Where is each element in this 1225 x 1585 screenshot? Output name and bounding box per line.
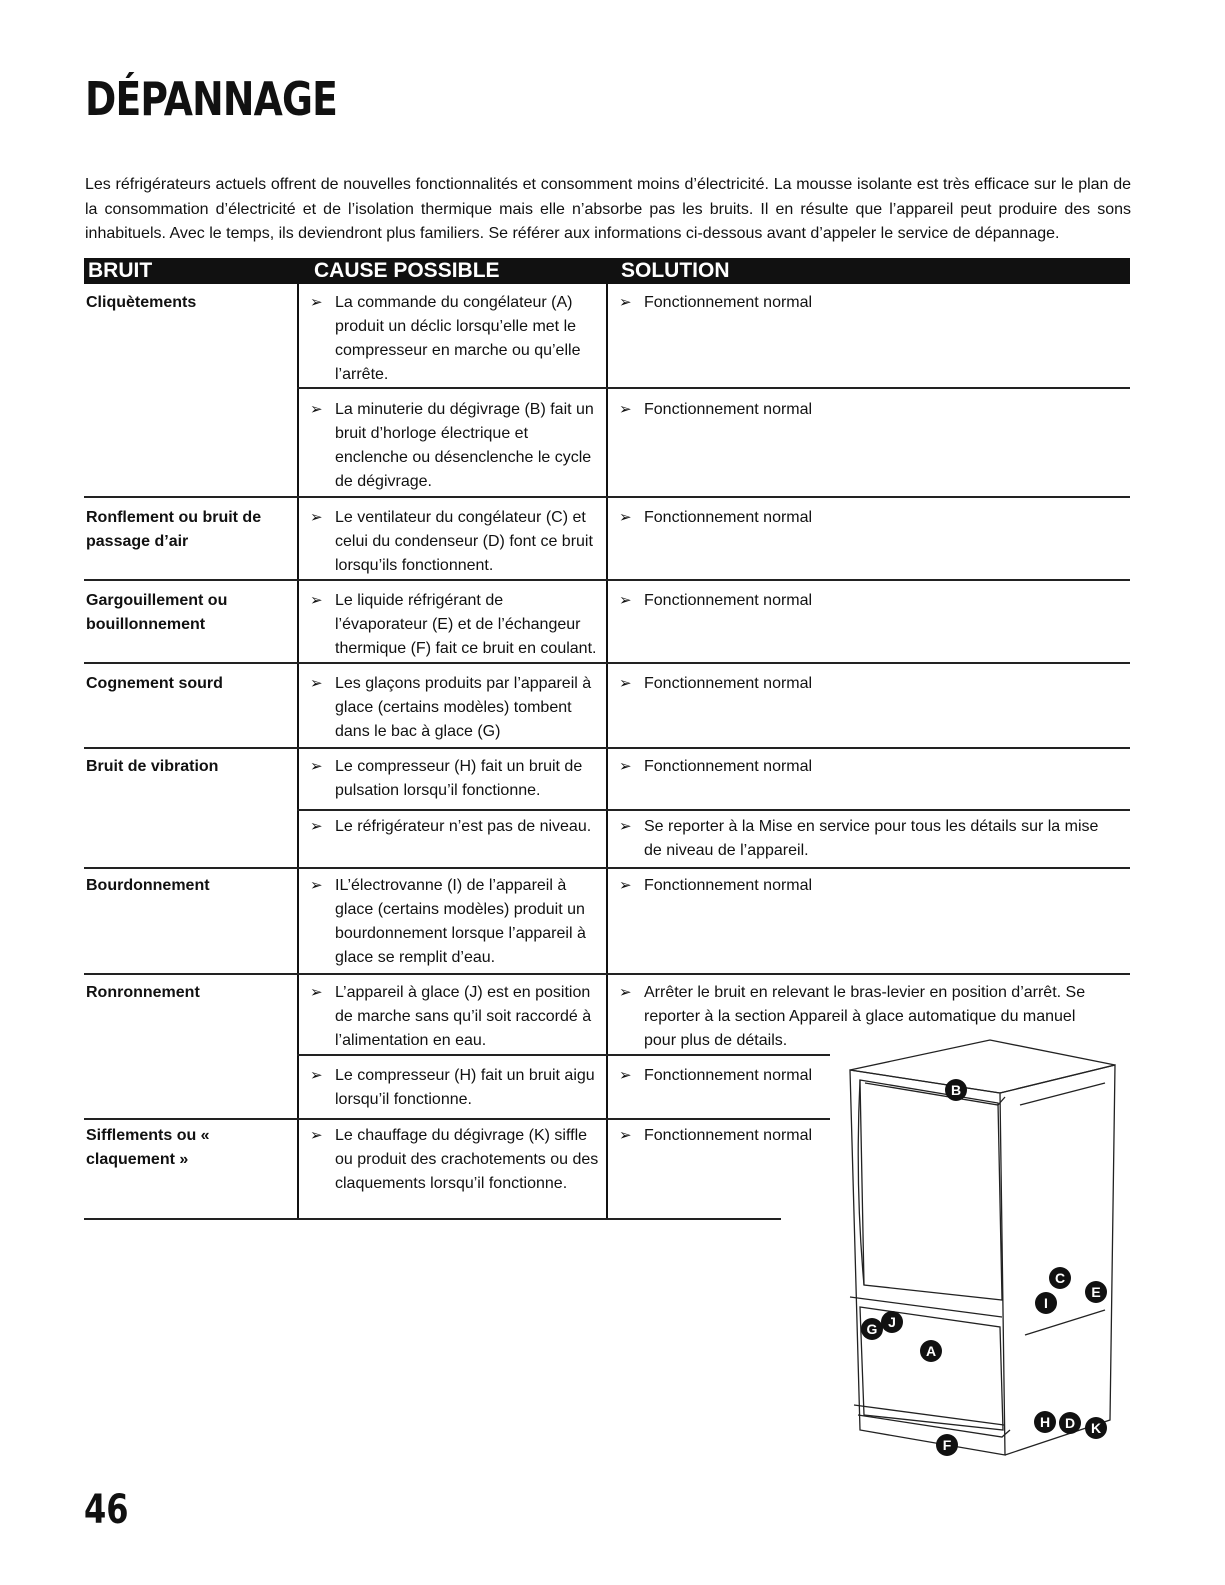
row-divider [84, 973, 1130, 975]
header-noise: BRUIT [88, 259, 153, 282]
arrow-icon: ➢ [619, 592, 632, 609]
arrow-icon: ➢ [619, 818, 632, 835]
header-solution: SOLUTION [621, 259, 730, 282]
row-divider [297, 387, 1130, 389]
cause-cell: ➢ Le réfrigérateur n’est pas de niveau. [298, 815, 600, 839]
arrow-icon: ➢ [310, 675, 323, 692]
page-title: DÉPANNAGE [85, 72, 338, 126]
svg-text:J: J [888, 1314, 896, 1330]
cause-cell: ➢ Le liquide réfrigérant de l’évaporateur (E) et de l’échangeur thermique (F) fait ce bruit en coulant. [298, 589, 600, 661]
solution-cell: ➢ Arrêter le bruit en relevant le bras-levier en position d’arrêt. Se reporter à la section Appareil à glace automatique du manuel pour plus de détails. [607, 981, 1107, 1053]
header-cause: CAUSE POSSIBLE [314, 259, 500, 282]
svg-text:B: B [950, 1082, 962, 1098]
row-divider [84, 1218, 781, 1220]
arrow-icon: ➢ [310, 984, 323, 1001]
solution-cell: ➢ Fonctionnement normal [607, 398, 1117, 422]
noise-cell: Gargouillement ou bouillonnement [86, 592, 228, 633]
noise-cell: Ronronnement [86, 984, 200, 1001]
noise-cell: Cognement sourd [86, 675, 223, 692]
cause-cell: ➢ Les glaçons produits par l’appareil à glace (certains modèles) tombent dans le bac à glace (G) [298, 672, 600, 744]
label-C [1049, 1267, 1071, 1289]
svg-text:F: F [942, 1437, 952, 1453]
refrigerator-diagram [820, 1035, 1130, 1475]
arrow-icon: ➢ [619, 401, 632, 418]
label-E [1085, 1281, 1107, 1303]
noise-cell: Sifflements ou « claquement » [86, 1127, 210, 1168]
arrow-icon: ➢ [619, 1067, 632, 1084]
cause-cell: ➢ Le compresseur (H) fait un bruit de pulsation lorsqu’il fonctionne. [298, 755, 600, 803]
row-divider [297, 809, 1130, 811]
row-divider [297, 1054, 830, 1056]
arrow-icon: ➢ [310, 401, 323, 418]
label-A [920, 1340, 942, 1362]
cause-cell: ➢ Le compresseur (H) fait un bruit aigu lorsqu’il fonctionne. [298, 1064, 600, 1112]
arrow-icon: ➢ [619, 758, 632, 775]
svg-text:C: C [1054, 1270, 1066, 1286]
solution-cell: ➢ Fonctionnement normal [607, 506, 1117, 530]
solution-cell: ➢ Fonctionnement normal [607, 291, 1117, 315]
arrow-icon: ➢ [619, 675, 632, 692]
intro-paragraph: Les réfrigérateurs actuels offrent de nouvelles fonctionnalités et consomment moins d’électricité. La mousse isolante est très efficace sur le plan de la consommation d’électricité et de l’isolation thermique mais elle n’absorbe pas les bruits. Il en résulte que l’appareil peut produire des sons inhabituels. Avec le temps, ils deviendront plus familiers. Se référer aux informations ci-dessous avant d’appeler le service de dépannage. [85, 176, 1131, 242]
arrow-icon: ➢ [310, 592, 323, 609]
label-I [1035, 1292, 1057, 1314]
svg-text:D: D [1064, 1415, 1076, 1431]
cause-cell: ➢ Le chauffage du dégivrage (K) siffle ou produit des crachotements ou des claquements lorsqu’il fonctionne. [298, 1124, 600, 1196]
label-H [1034, 1411, 1056, 1433]
svg-text:H: H [1039, 1414, 1051, 1430]
label-J [881, 1311, 903, 1333]
svg-text:E: E [1091, 1284, 1101, 1300]
solution-cell: ➢ Fonctionnement normal [607, 589, 1117, 613]
label-B [945, 1079, 967, 1101]
arrow-icon: ➢ [619, 877, 632, 894]
cause-cell: ➢ La minuterie du dégivrage (B) fait un bruit d’horloge électrique et enclenche ou désenclenche le cycle de dégivrage. [298, 398, 600, 494]
arrow-icon: ➢ [310, 758, 323, 775]
table-header [84, 258, 1130, 284]
cause-cell: ➢ Le ventilateur du congélateur (C) et celui du condenseur (D) font ce bruit lorsqu’ils fonctionnent. [298, 506, 600, 578]
solution-cell: ➢ Se reporter à la Mise en service pour tous les détails sur la mise de niveau de l’appareil. [607, 815, 1117, 863]
svg-text:A: A [925, 1343, 937, 1359]
row-divider [84, 662, 1130, 664]
noise-cell: Bourdonnement [86, 877, 210, 894]
arrow-icon: ➢ [310, 818, 323, 835]
noise-cell: Cliquètements [86, 294, 197, 311]
arrow-icon: ➢ [310, 877, 323, 894]
solution-cell: ➢ Fonctionnement normal [607, 672, 1117, 696]
arrow-icon: ➢ [619, 509, 632, 526]
label-F [936, 1434, 958, 1456]
row-divider [84, 867, 1130, 869]
arrow-icon: ➢ [619, 294, 632, 311]
svg-text:K: K [1090, 1420, 1102, 1436]
row-divider [84, 579, 1130, 581]
cause-cell: ➢ IL’électrovanne (I) de l’appareil à glace (certains modèles) produit un bourdonnement lorsque l’appareil à glace se remplit d’eau. [298, 874, 600, 970]
cause-cell: ➢ La commande du congélateur (A) produit un déclic lorsqu’elle met le compresseur en marche ou qu’elle l’arrête. [298, 291, 600, 387]
row-divider [84, 1118, 830, 1120]
solution-cell: ➢ Fonctionnement normal [607, 1064, 827, 1088]
arrow-icon: ➢ [619, 1127, 632, 1144]
arrow-icon: ➢ [310, 509, 323, 526]
svg-text:I: I [1044, 1295, 1048, 1311]
solution-cell: ➢ Fonctionnement normal [607, 874, 1117, 898]
arrow-icon: ➢ [310, 1127, 323, 1144]
arrow-icon: ➢ [619, 984, 632, 1001]
arrow-icon: ➢ [310, 294, 323, 311]
solution-cell: ➢ Fonctionnement normal [607, 1124, 827, 1148]
row-divider [84, 496, 1130, 498]
label-D [1059, 1412, 1081, 1434]
solution-cell: ➢ Fonctionnement normal [607, 755, 1117, 779]
noise-cell: Bruit de vibration [86, 758, 219, 775]
page-number: 46 [84, 1487, 129, 1533]
row-divider [84, 747, 1130, 749]
label-G [861, 1318, 883, 1340]
label-K [1085, 1417, 1107, 1439]
noise-cell: Ronflement ou bruit de passage d’air [86, 509, 262, 550]
arrow-icon: ➢ [310, 1067, 323, 1084]
svg-text:G: G [866, 1321, 878, 1337]
cause-cell: ➢ L’appareil à glace (J) est en position de marche sans qu’il soit raccordé à l’alimentation en eau. [298, 981, 600, 1053]
